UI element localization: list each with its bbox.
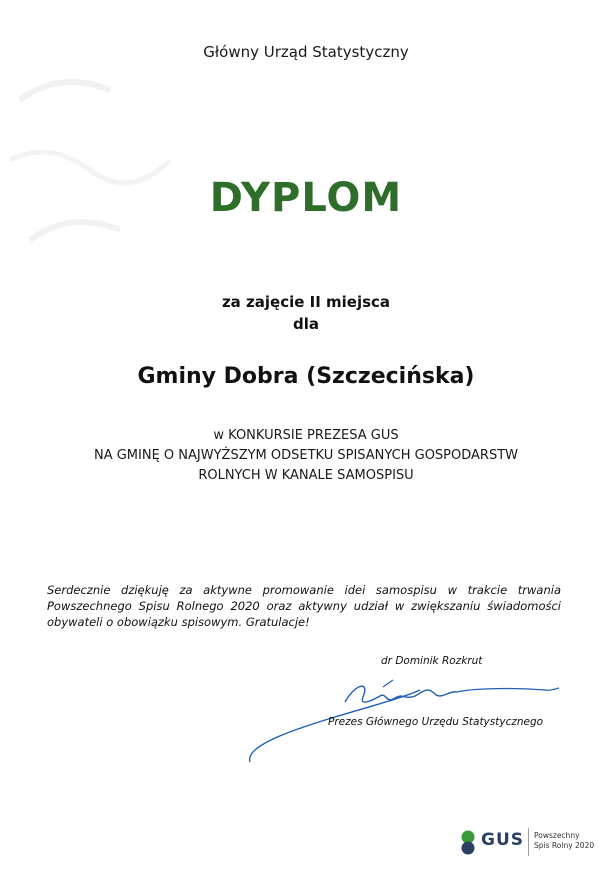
congratulation-message: Serdecznie dziękuję za aktywne promowanie idei samospisu w trakcie trwania Powszechnego Spisu Rolnego 2020 oraz aktywny udział w zwiększaniu świadomości obywateli o obowiązku spisowym. Gratulacje! <box>47 583 561 629</box>
diploma-title: DYPLOM <box>209 175 403 221</box>
gus-logo-text: GUS <box>481 830 525 850</box>
logo-divider <box>528 828 529 856</box>
competition-line-2: NA GMINĘ O NAJWYŻSZYM ODSETKU SPISANYCH GOSPODARSTW <box>93 448 519 463</box>
census-line-1: Powszechny <box>534 831 580 840</box>
recipient-name: Gminy Dobra (Szczecińska) <box>137 364 475 389</box>
competition-line-1: w KONKURSIE PREZESA GUS <box>213 428 399 443</box>
competition-text <box>0 426 612 486</box>
competition-line-3: ROLNYCH W KANALE SAMOSPISU <box>198 468 414 483</box>
institution-name: Główny Urząd Statystyczny <box>203 43 409 61</box>
gus-logo-icon <box>458 829 478 855</box>
placement-text <box>0 291 612 335</box>
placement-for: dla <box>292 315 319 333</box>
signatory-title: Prezes Głównego Urzędu Statystycznego <box>328 716 544 728</box>
gus-census-logo <box>458 826 598 862</box>
paper-texture <box>0 40 190 270</box>
census-line-2: Spis Rolny 2020 <box>534 841 595 850</box>
census-label <box>534 831 594 851</box>
signatory-name: dr Dominik Rozkrut <box>381 655 483 667</box>
placement-line: za zajęcie II miejsca <box>221 293 391 311</box>
